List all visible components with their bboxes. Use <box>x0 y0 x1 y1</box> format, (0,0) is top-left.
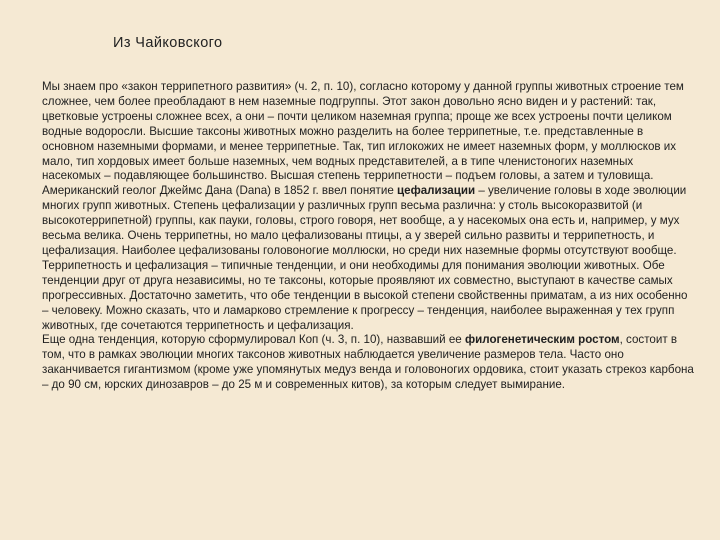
slide-title: Из Чайковского <box>113 35 223 51</box>
paragraph-text: , состоит в том, что в рамках эволюции многих таксонов животных наблюдается увеличение размеров тела. Часто оно заканчивается гигантизмом (кроме уже упомянутых медуз венда и головоногих ордовика, стоит указать стрекоз карбона – до 90 см, юрских динозавров – до 25 м и современных китов), за которым следует вымирание. <box>42 333 694 392</box>
paragraph <box>42 80 694 184</box>
paragraph-text: – увеличение головы в ходе эволюции многих групп животных. Степень цефализации у различных групп весьма различна: у столь высокоразвитой (и высокотеррипетной) группы, как пауки, головы, строго говоря, нет вообще, а у насекомых она есть и, например, у мух весьма велика. Очень террипетны, но мало цефализованы птицы, а у зверей сильно развиты и террипетность, и цефализация. Наиболее цефализованы головоногие моллюски, но среди них наземные формы отсутствуют вообще. <box>42 184 687 257</box>
paragraph-text: Мы знаем про «закон террипетного развития» (ч. 2, п. 10), согласно которому у данной группы животных строение тем сложнее, чем более преобладают в нем наземные подгруппы. Этот закон довольно ясно виден и у растений: так, цветковые устроены сложнее всех, а они – почти целиком наземная группа; проще же всех устроены почти целиком водные водоросли. Высшие таксоны животных можно разделить на более террипетные, т.е. представленные в основном наземными формами, и менее террипетные. Так, тип иглокожих не имеет наземных форм, у моллюсков их мало, тип хордовых имеет больше наземных, чем водных представителей, а в типе членистоногих наземных насекомых – подавляющее большинство. Высшая степень террипетности – подъем головы, а затем и туловища. <box>42 80 684 183</box>
paragraph-text: Американский геолог Джеймс Дана (Dana) в 1852 г. ввел понятие <box>42 184 398 198</box>
paragraph-text: Еще одна тенденция, которую сформулировал Коп (ч. 3, п. 10), назвавший ее <box>42 333 465 347</box>
term-phylogenetic-growth: филогенетическим ростом <box>464 333 620 347</box>
paragraph <box>42 333 694 393</box>
paragraph <box>42 184 694 259</box>
body-text <box>42 80 694 393</box>
paragraph <box>42 259 694 334</box>
paragraph-text: Террипетность и цефализация – типичные тенденции, и они необходимы для понимания эволюции животных. Обе тенденции друг от друга независимы, но те таксоны, которые проявляют их совместно, выступают в качестве самых прогрессивных. Достаточно заметить, что обе тенденции в высокой степени свойственны приматам, а из них особенно – человеку. Можно сказать, что и ламарково стремление к прогрессу – тенденция, наиболее выраженная у тех групп животных, где сочетаются террипетность и цефализация. <box>42 258 688 332</box>
term-cephalization: цефализации <box>397 184 476 198</box>
